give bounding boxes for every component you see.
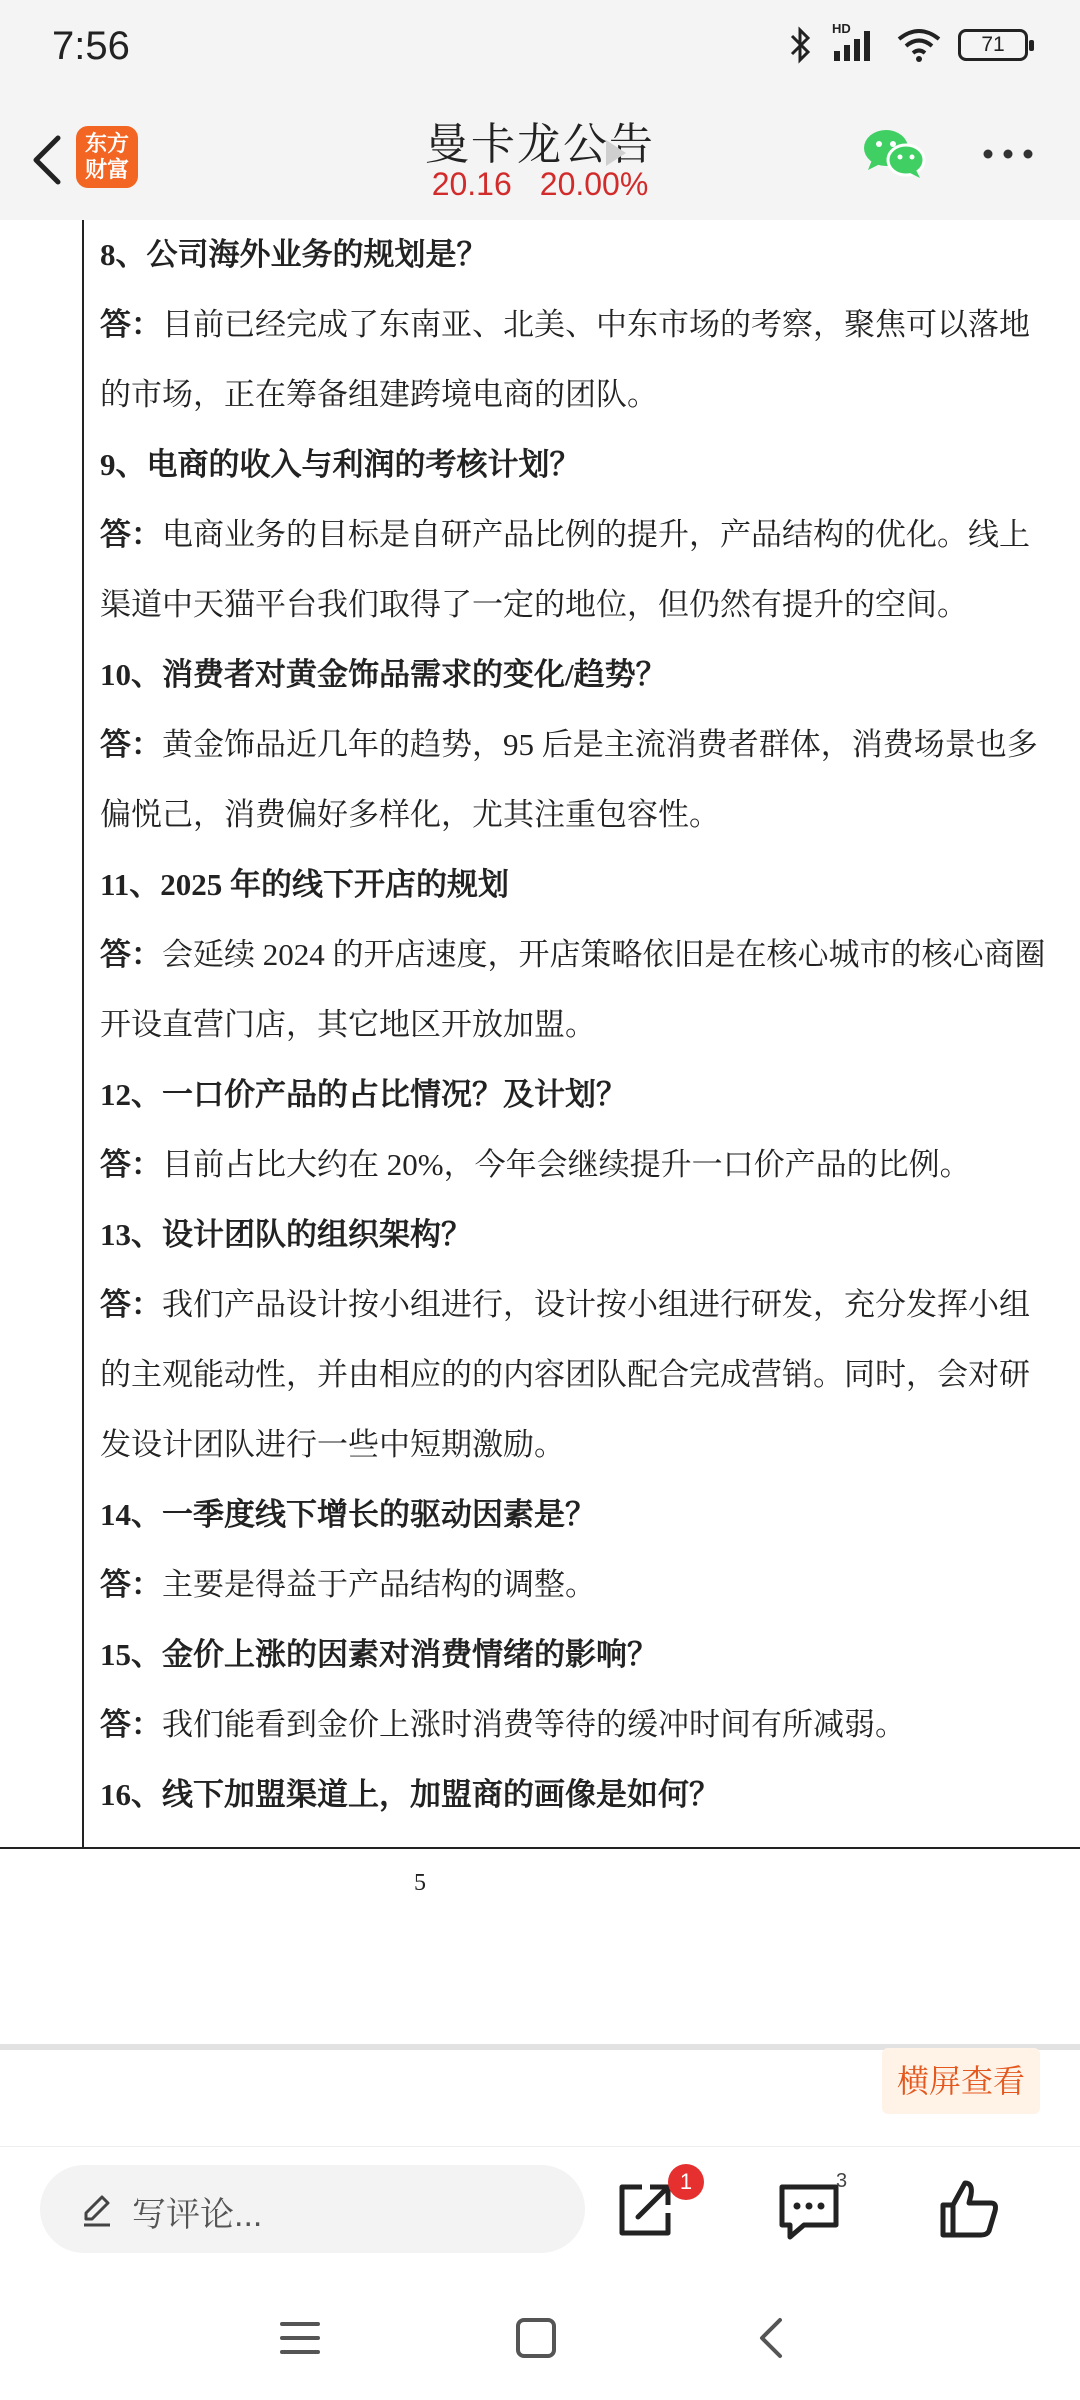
answer-label: 答： (100, 937, 162, 972)
answer-text: 目前已经完成了东南亚、北美、中东市场的考察，聚焦可以落地的市场，正在筹备组建跨境电商的团队。 (100, 307, 1030, 412)
question-13: 13、设计团队的组织架构？ (100, 1217, 472, 1252)
answer-text: 目前占比大约在 20%，今年会继续提升一口价产品的比例。 (162, 1147, 971, 1182)
document-content (100, 220, 1060, 1830)
answer-12 (100, 1130, 1060, 1200)
answer-text: 我们产品设计按小组进行，设计按小组进行研发，充分发挥小组的主观能动性，并由相应的的内容团队配合完成营销。同时，会对研发设计团队进行一些中短期激励。 (100, 1287, 1030, 1462)
share-badge: 1 (668, 2164, 704, 2200)
table-border-bottom (0, 1847, 1080, 1849)
answer-13 (100, 1270, 1060, 1480)
page-title: 曼卡龙公告 (425, 120, 655, 169)
answer-label: 答： (100, 1287, 162, 1322)
question-9: 9、电商的收入与利润的考核计划？ (100, 447, 581, 482)
logo-line-2: 财富 (84, 157, 129, 182)
document-viewer[interactable] (0, 220, 1080, 2050)
like-button[interactable] (935, 2175, 1005, 2245)
thumbs-up-icon (935, 2175, 1005, 2245)
question-8: 8、公司海外业务的规划是？ (100, 237, 488, 272)
wechat-icon (862, 126, 926, 182)
comment-placeholder: 写评论... (132, 2196, 263, 2234)
answer-label: 答： (100, 1147, 162, 1182)
bluetooth-icon (788, 26, 814, 64)
pencil-icon (78, 2191, 116, 2229)
signal-icon (830, 21, 880, 63)
answer-text: 我们能看到金价上涨时消费等待的缓冲时间有所减弱。 (162, 1707, 906, 1742)
question-11: 11、2025 年的线下开店的规划 (100, 867, 510, 902)
answer-label: 答： (100, 307, 162, 342)
expand-arrow-icon[interactable] (606, 140, 626, 166)
nav-back-icon[interactable] (752, 2316, 792, 2360)
comments-button[interactable] (774, 2175, 844, 2245)
logo-line-1: 东方 (84, 131, 129, 156)
question-14: 14、一季度线下增长的驱动因素是？ (100, 1497, 596, 1532)
comment-count: 3 (836, 2170, 848, 2192)
comment-input[interactable] (40, 2165, 585, 2253)
landscape-view-button[interactable]: 横屏查看 (882, 2048, 1040, 2114)
status-bar (0, 0, 1080, 100)
comment-icon (774, 2175, 844, 2245)
home-icon[interactable] (514, 2316, 558, 2360)
answer-label: 答： (100, 727, 162, 762)
more-button[interactable] (978, 136, 1038, 172)
question-16: 16、线下加盟渠道上，加盟商的画像是如何？ (100, 1777, 720, 1812)
system-nav-bar (0, 2276, 1080, 2400)
answer-label: 答： (100, 1567, 162, 1602)
answer-text: 会延续 2024 的开店速度，开店策略依旧是在核心城市的核心商圈开设直营门店，其它地区开放加盟。 (100, 937, 1046, 1042)
answer-14 (100, 1550, 1060, 1620)
question-10: 10、消费者对黄金饰品需求的变化/趋势？ (100, 657, 667, 692)
stock-price: 20.16 (431, 166, 512, 202)
app-header (0, 100, 1080, 220)
answer-label: 答： (100, 517, 162, 552)
answer-10 (100, 710, 1060, 850)
answer-11 (100, 920, 1060, 1060)
status-icons (788, 21, 1028, 64)
table-border-left (82, 220, 84, 1847)
more-icon (978, 136, 1038, 172)
hd-label: HD (832, 21, 851, 36)
menu-icon[interactable] (278, 2318, 322, 2358)
question-15: 15、金价上涨的因素对消费情绪的影响？ (100, 1637, 658, 1672)
answer-9 (100, 500, 1060, 640)
answer-label: 答： (100, 1707, 162, 1742)
status-time: 7:56 (52, 24, 130, 68)
answer-8 (100, 290, 1060, 430)
answer-15 (100, 1690, 1060, 1760)
question-12: 12、一口价产品的占比情况？及计划？ (100, 1077, 627, 1112)
wifi-icon (896, 27, 942, 63)
page-number: 5 (414, 1870, 426, 1896)
stock-change: 20.00% (539, 166, 649, 202)
wechat-share-button[interactable] (862, 126, 926, 182)
battery-indicator: 71 (958, 29, 1028, 61)
answer-text: 主要是得益于产品结构的调整。 (162, 1567, 596, 1602)
answer-text: 黄金饰品近几年的趋势，95 后是主流消费者群体，消费场景也多偏悦己，消费偏好多样化，尤其注重包容性。 (100, 727, 1038, 832)
comment-bar (0, 2146, 1080, 2276)
answer-text: 电商业务的目标是自研产品比例的提升，产品结构的优化。线上渠道中天猫平台我们取得了一定的地位，但仍然有提升的空间。 (100, 517, 1030, 622)
